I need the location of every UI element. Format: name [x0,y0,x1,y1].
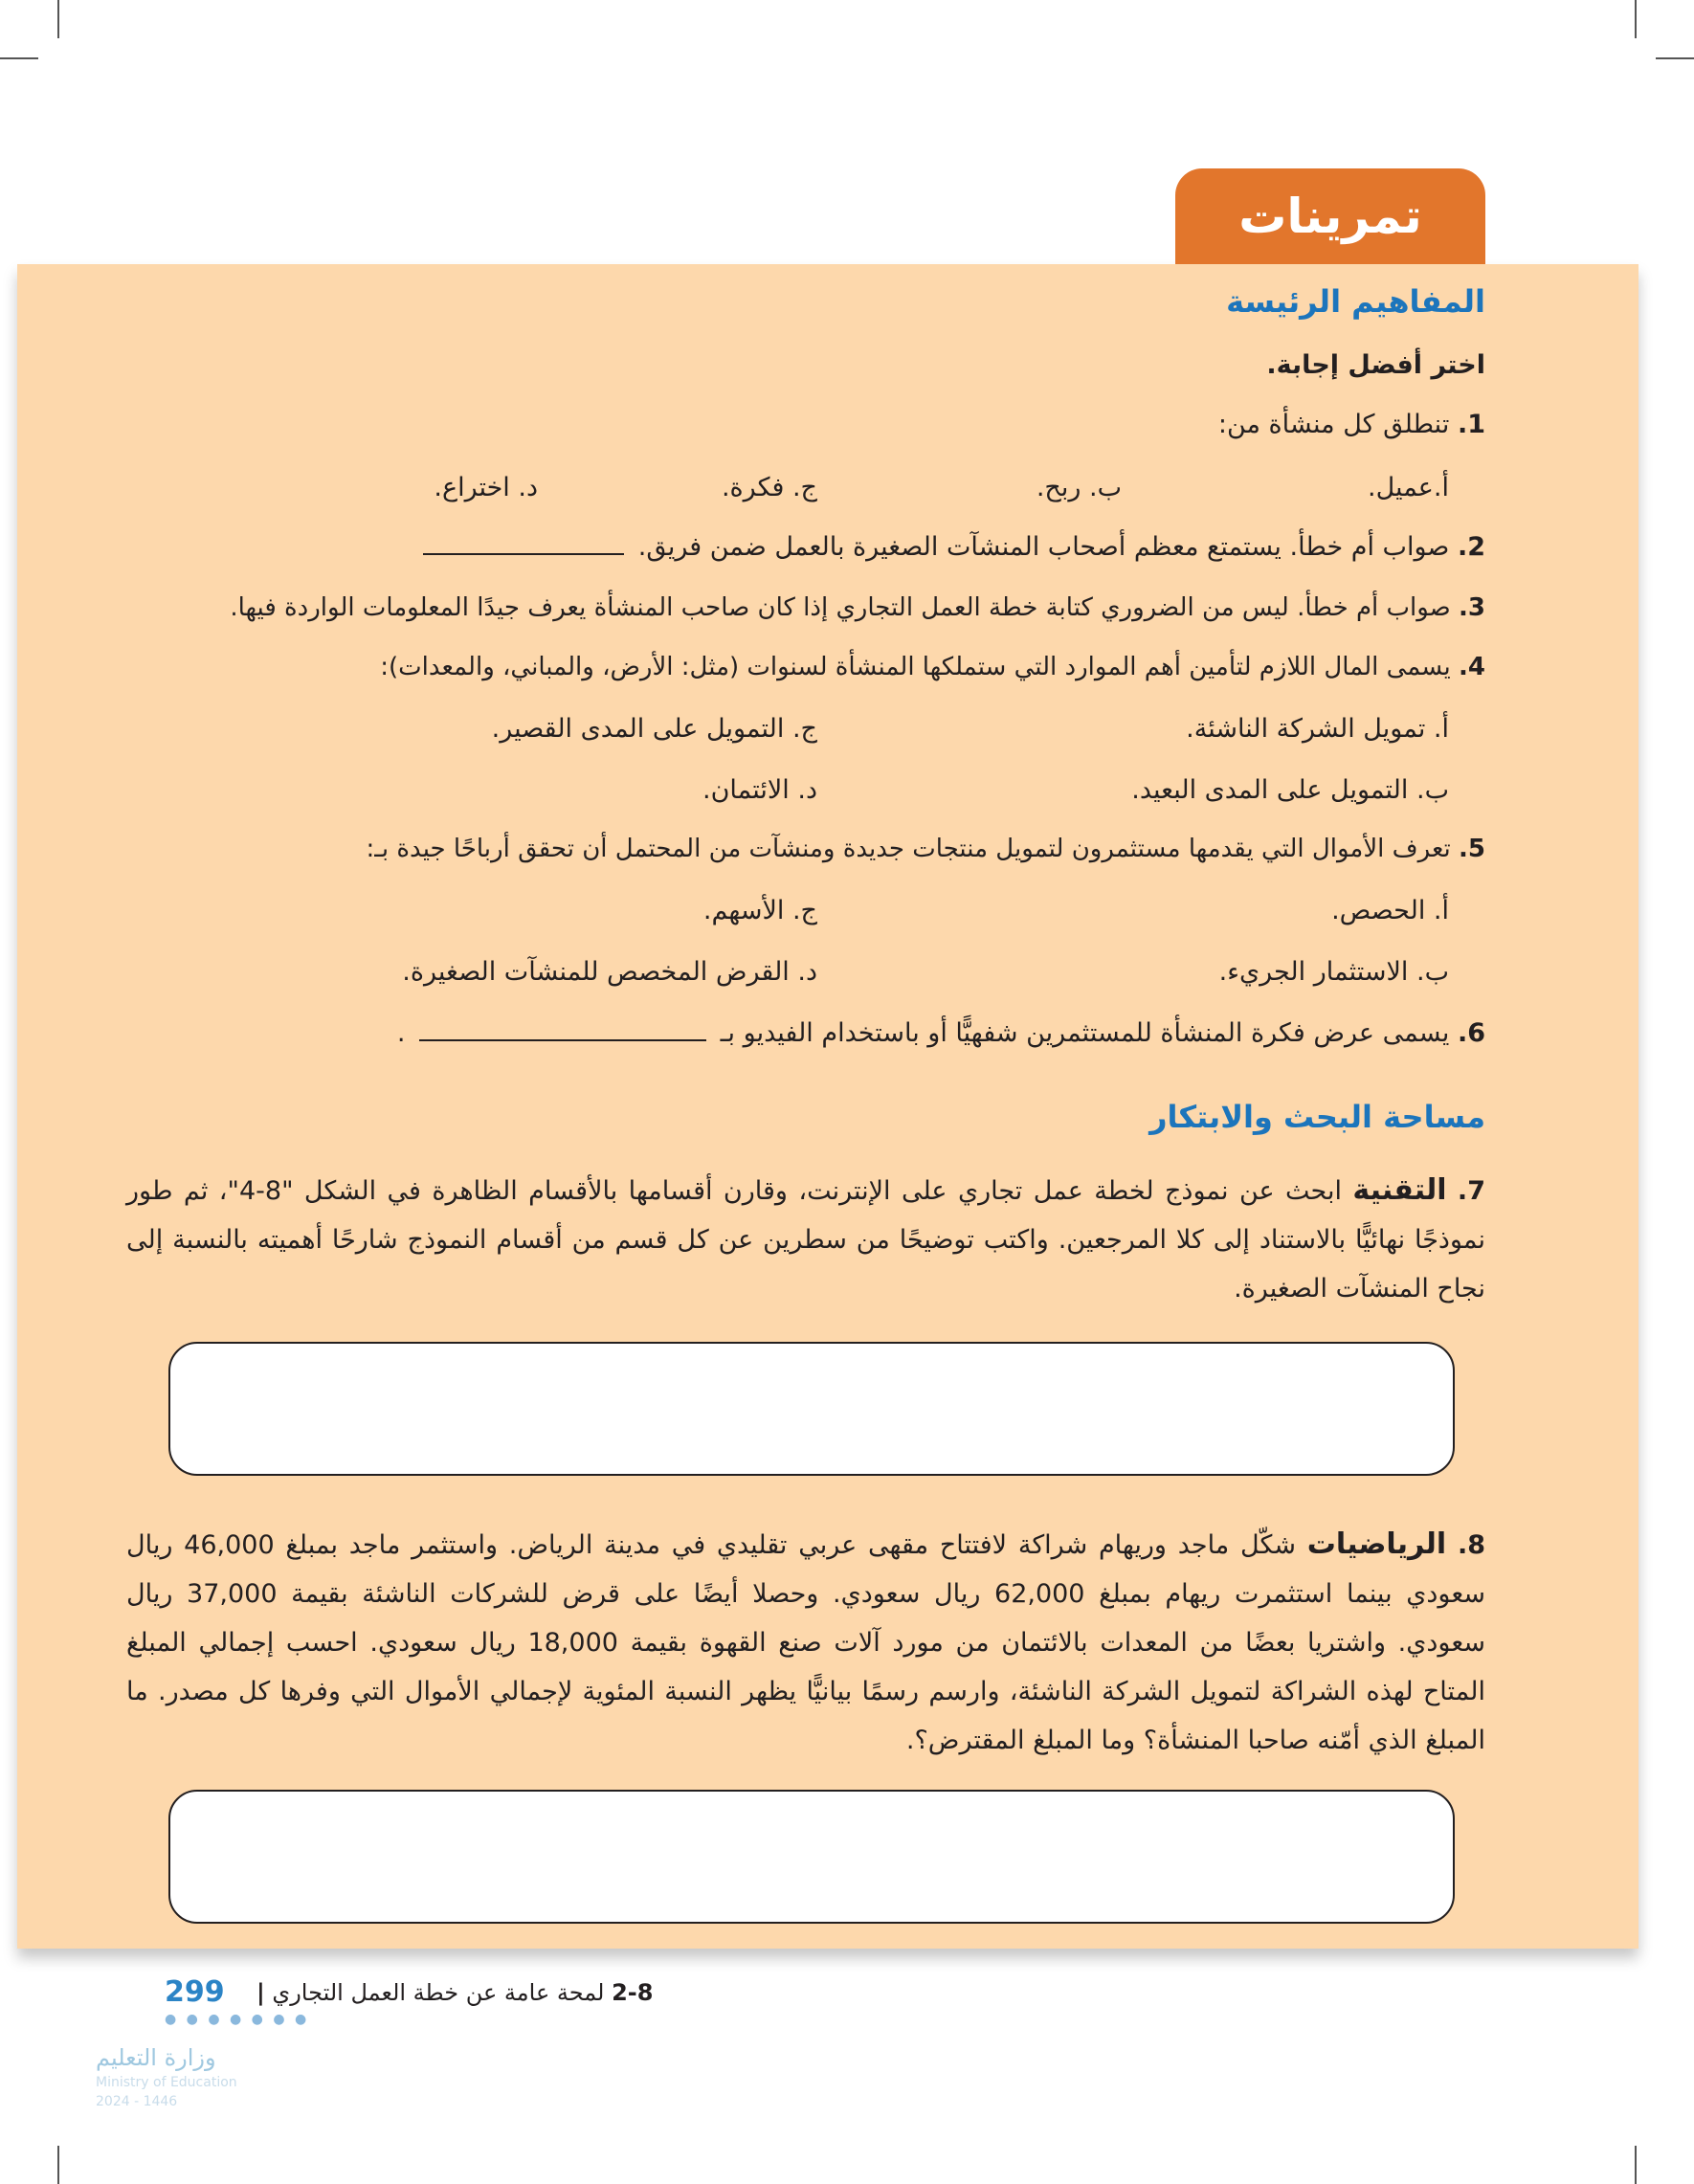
crop-mark [57,0,59,38]
question-8 [126,1520,1485,1765]
question-end-punctuation: . [396,1018,406,1048]
page-number: 299 [165,1975,225,2009]
question-7 [126,1166,1485,1313]
q4-option-d[interactable]: د. الائتمان. [702,775,817,805]
q4-option-b[interactable]: ب. التمويل على المدى البعيد. [1131,775,1449,805]
answer-blank[interactable] [419,1038,706,1041]
q1-option-c[interactable]: ج. فكرة. [721,473,817,502]
question-3 [230,593,1485,622]
crop-mark [57,2146,59,2184]
section-title-key-concepts: المفاهيم الرئيسة [1226,283,1485,320]
footer-separator: | [256,1979,265,2006]
question-text: يسمى المال اللازم لتأمين أهم الموارد التي ستملكها المنشأة لسنوات (مثل: الأرض، والمباني، والمعدات): [380,653,1451,681]
ministry-logo: وزارة التعليم [96,2044,216,2071]
question-text: صواب أم خطأ. يستمتع معظم أصحاب المنشآت الصغيرة بالعمل ضمن فريق. [637,532,1450,562]
q5-option-b[interactable]: ب. الاستثمار الجريء. [1218,957,1449,987]
crop-mark [1635,0,1637,38]
question-number: 4. [1459,653,1485,681]
q1-option-d[interactable]: د. اختراع. [434,473,538,502]
question-text: صواب أم خطأ. ليس من الضروري كتابة خطة العمل التجاري إذا كان صاحب المنشأة يعرف جيدًا المعلومات الواردة فيها. [230,593,1451,622]
ministry-logo-en: Ministry of Education [96,2075,237,2090]
q5-option-c[interactable]: ج. الأسهم. [702,896,817,925]
crop-mark [1635,2146,1637,2184]
q5-option-d[interactable]: د. القرض المخصص للمنشآت الصغيرة. [402,957,817,987]
answer-box-q8[interactable] [168,1790,1455,1924]
question-text: تنطلق كل منشأة من: [1217,410,1450,439]
question-number: 6. [1457,1018,1485,1048]
question-text: يسمى عرض فكرة المنشأة للمستثمرين شفهيًّا أو باستخدام الفيديو بـ [720,1018,1450,1048]
question-number: 8. [1457,1530,1485,1560]
question-5 [367,835,1485,863]
question-keyword: الرياضيات [1306,1527,1447,1561]
question-keyword: التقنية [1352,1173,1447,1207]
q1-option-a[interactable]: أ.عميل. [1368,473,1449,502]
q1-option-b[interactable]: ب. ربح. [1036,473,1122,502]
question-number: 1. [1457,410,1485,439]
crop-mark [0,57,38,59]
question-6 [397,1018,1485,1048]
q4-option-c[interactable]: ج. التمويل على المدى القصير. [491,714,817,744]
question-text: تعرف الأموال التي يقدمها مستثمرون لتمويل منتجات جديدة ومنشآت من المحتمل أن تحقق أرباحًا جيدة بـ: [366,835,1451,863]
lesson-number: 2-8 [612,1979,654,2006]
ministry-logo-year: 2024 - 1446 [96,2094,178,2109]
crop-mark [1656,57,1694,59]
question-number: 3. [1459,593,1485,622]
question-text: ابحث عن نموذج لخطة عمل تجاري على الإنترنت، وقارن أقسامها بالأقسام الظاهرة في الشكل "8-4"، ثم طور نموذجًا نهائيًّا بالاستناد إلى كلا المرجعين. واكتب توضيحًا من سطرين عن كل قسم من أقسام النموذج شارحًا أهميته بالنسبة إلى نجاح المنشآت الصغيرة. [126,1176,1485,1304]
question-4 [380,653,1485,681]
exercises-tab-title: تمرينات [1175,168,1485,264]
lesson-title: لمحة عامة عن خطة العمل التجاري [272,1979,605,2006]
question-2 [417,532,1485,562]
section-title-research: مساحة البحث والابتكار [1149,1099,1485,1135]
question-text: شكّل ماجد وريهام شراكة لافتتاح مقهى عربي تقليدي في مدينة الرياض. واستثمر ماجد بمبلغ 46,000 ريال سعودي بينما استثمرت ريهام بمبلغ 62,000 ريال سعودي. وحصلا أيضًا على قرض للشركات الناشئة بقيمة 37,000 ريال سعودي. واشتريا بعضًا من المعدات بالائتمان من مورد آلات صنع القهوة بقيمة 18,000 ريال سعودي. احسب إجمالي المبلغ المتاح لهذه الشراكة لتمويل الشركة الناشئة، وارسم رسمًا بيانيًّا يظهر النسبة المئوية لإجمالي الأموال التي وفرها كل مصدر. ما المبلغ الذي أمّنه صاحبا المنشأة؟ وما المبلغ المقترض؟. [126,1530,1485,1755]
answer-box-q7[interactable] [168,1342,1455,1476]
instruction-text: اختر أفضل إجابة. [1266,350,1485,380]
question-1 [1218,410,1485,439]
question-number: 2. [1457,532,1485,562]
q4-option-a[interactable]: أ. تمويل الشركة الناشئة. [1186,714,1449,744]
question-number: 5. [1459,835,1485,863]
decorative-dots: ● ● ● ● ● ● ● [165,2012,310,2027]
answer-blank[interactable] [423,552,624,555]
question-number: 7. [1457,1176,1485,1206]
footer-lesson [256,1979,653,2006]
q5-option-a[interactable]: أ. الحصص. [1331,896,1449,925]
